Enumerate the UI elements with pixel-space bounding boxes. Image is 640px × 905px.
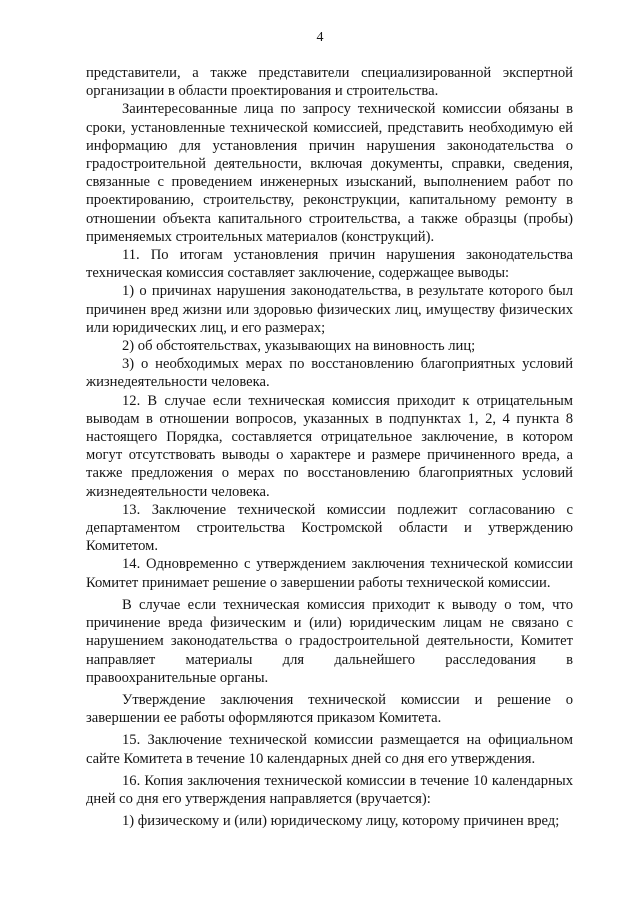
paragraph-item-14: 14. Одновременно с утверждением заключения технической комиссии Комитет принимает решение о завершении работы технической комиссии. (86, 556, 573, 591)
paragraph-conclusion-3: 3) о необходимых мерах по восстановлению благоприятных условий жизнедеятельности человека. (86, 356, 573, 391)
paragraph-item-13: 13. Заключение технической комиссии подлежит согласованию с департаментом строительства Костромской области и утверждению Комитетом. (86, 501, 573, 555)
paragraph-conclusion-2: 2) об обстоятельствах, указывающих на виновность лиц; (122, 338, 476, 355)
paragraph-representatives: представители, а также представители специализированной экспертной организации в области проектирования и строительства. (86, 65, 573, 100)
paragraph-item-11: 11. По итогам установления причин нарушения законодательства техническая комиссия составляет заключение, содержащее выводы: (86, 247, 573, 282)
paragraph-recipient-1: 1) физическому и (или) юридическому лицу, которому причинен вред; (122, 813, 560, 830)
page-number: 4 (316, 30, 324, 45)
paragraph-interested-parties: Заинтересованные лица по запросу технической комиссии обязаны в сроки, установленные технической комиссией, представить необходимую ей информацию для установления причин нарушения законодательства о градостроительной деятельности, включая документы, справки, сведения, связанные с проведением инженерных изысканий, выполнением работ по проектированию, строительству, реконструкции, капитальному ремонту в отношении объекта капитального строительства, а также образцы (пробы) применяемых строительных материалов (конструкций). (86, 101, 573, 245)
paragraph-item-12: 12. В случае если техническая комиссия приходит к отрицательным выводам в отношении вопросов, указанных в подпунктах 1, 2, 4 пункта 8 настоящего Порядка, составляется отрицательное заключение, в котором могут отсутствовать выводы о характере и размере причиненного вреда, а также предложения о мерах по восстановлению благоприятных условий жизнедеятельности человека. (86, 392, 573, 500)
paragraph-item-16: 16. Копия заключения технической комиссии в течение 10 календарных дней со дня его утверждения направляется (вручается): (86, 772, 573, 807)
paragraph-no-violation: В случае если техническая комиссия приходит к выводу о том, что причинение вреда физическим и (или) юридическим лицам не связано с нарушением законодательства о градостроительной деятельности, Комитет направляет материалы для дальнейшего расследования в правоохранительные органы. (86, 596, 573, 686)
paragraph-item-15: 15. Заключение технической комиссии размещается на официальном сайте Комитета в течение 10 календарных дней со дня его утверждения. (86, 732, 573, 767)
paragraph-conclusion-1: 1) о причинах нарушения законодательства, в результате которого был причинен вред жизни или здоровью физических лиц, имуществу физических или юридических лиц, и его размерах; (86, 283, 573, 336)
document-body (86, 64, 573, 830)
paragraph-approval-order: Утверждение заключения технической комиссии и решение о завершении ее работы оформляются приказом Комитета. (86, 691, 573, 727)
